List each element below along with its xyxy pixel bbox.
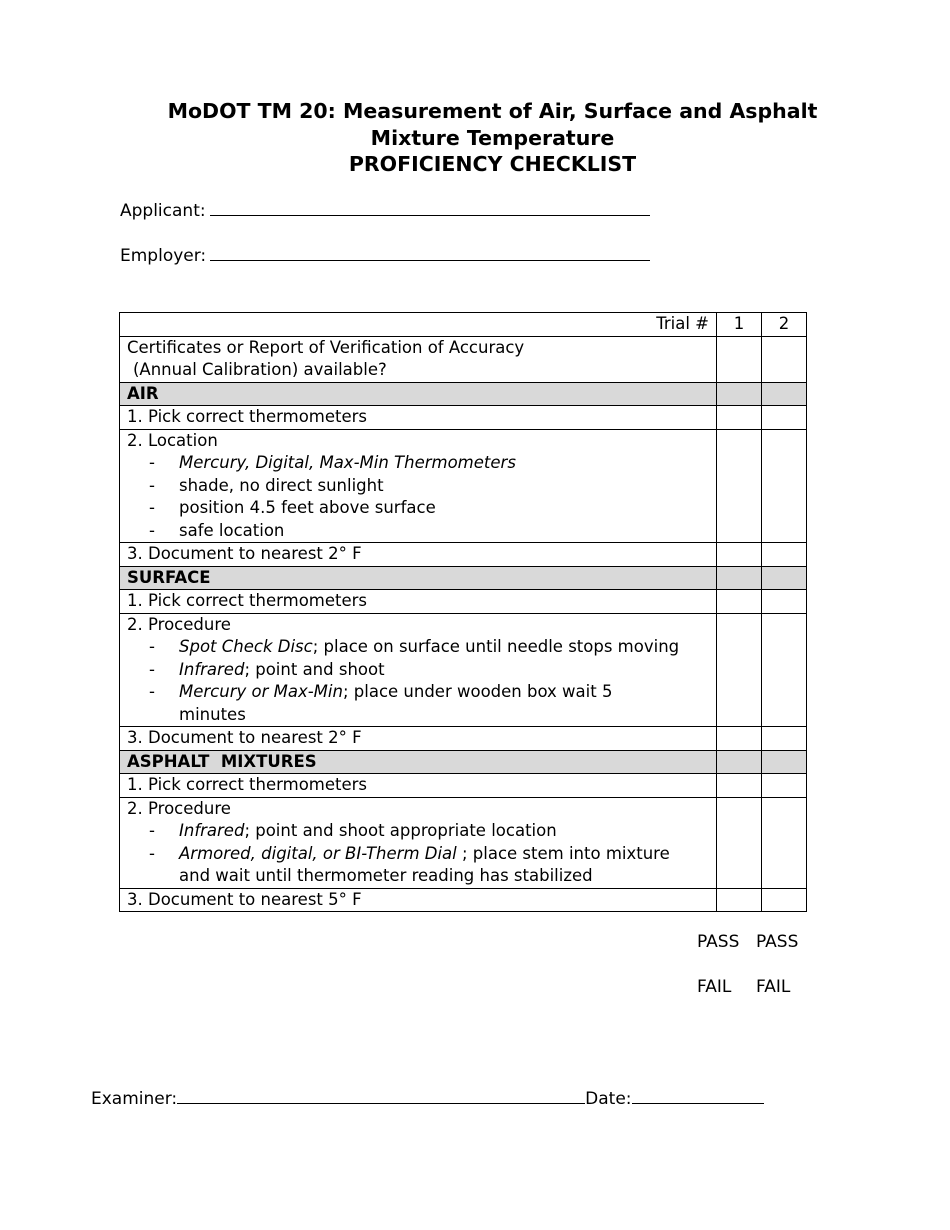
surface-bullet-2-text: ; point and shoot	[244, 659, 385, 679]
employer-line[interactable]	[210, 246, 650, 261]
title-line-2: Mixture Temperature	[370, 125, 615, 150]
asphalt-step-2-trial-1[interactable]	[717, 797, 762, 888]
bullet-dash: -	[149, 498, 155, 517]
title-line-3: PROFICIENCY CHECKLIST	[348, 152, 637, 176]
air-bullet-3-text: position 4.5 feet above surface	[179, 498, 436, 517]
bullet-dash: -	[149, 520, 155, 540]
asphalt-bullet-1-text: ; point and shoot appropriate location	[244, 821, 557, 840]
asphalt-heading-trial-1	[717, 750, 762, 774]
applicant-label: Applicant:	[120, 201, 206, 221]
air-step-2-trial-1[interactable]	[717, 429, 762, 543]
trial-2-header: 2	[762, 313, 807, 337]
surface-bullet-1-emphasis: Spot Check Disc	[179, 637, 313, 656]
air-step-1-row	[120, 406, 807, 430]
surface-heading-trial-2	[762, 566, 807, 590]
air-section-row	[120, 382, 807, 406]
checklist-table	[119, 312, 807, 912]
asphalt-step-2-trial-2[interactable]	[762, 797, 807, 888]
surface-step-1: 1. Pick correct thermometers	[120, 590, 717, 614]
examiner-date-line	[91, 1089, 764, 1109]
cert-trial-1[interactable]	[717, 336, 762, 382]
examiner-line[interactable]	[177, 1089, 585, 1104]
air-bullet-4-text: safe location	[179, 520, 285, 540]
air-step-3-trial-2[interactable]	[762, 543, 807, 567]
surface-step-1-trial-1[interactable]	[717, 590, 762, 614]
date-label: Date:	[585, 1089, 632, 1109]
cert-trial-2[interactable]	[762, 336, 807, 382]
asphalt-step-3: 3. Document to nearest 5° F	[120, 888, 717, 912]
air-heading-trial-1	[717, 382, 762, 406]
air-step-3-row	[120, 543, 807, 567]
air-step-2-cell	[120, 429, 717, 543]
bullet-dash: -	[149, 843, 155, 863]
surface-step-3-row	[120, 727, 807, 751]
surface-bullet-2	[127, 659, 709, 682]
surface-step-2-trial-2[interactable]	[762, 613, 807, 727]
air-step-3: 3. Document to nearest 2° F	[120, 543, 717, 567]
air-bullet-3	[127, 497, 709, 520]
asphalt-step-3-row	[120, 888, 807, 912]
pass-trial-1[interactable]: PASS	[697, 932, 740, 952]
asphalt-heading-trial-2	[762, 750, 807, 774]
surface-step-3-trial-2[interactable]	[762, 727, 807, 751]
bullet-dash: -	[149, 475, 155, 495]
surface-step-2-trial-1[interactable]	[717, 613, 762, 727]
employer-field	[120, 246, 650, 266]
air-step-1-trial-2[interactable]	[762, 406, 807, 430]
employer-label: Employer:	[120, 246, 207, 266]
asphalt-step-1-row	[120, 774, 807, 798]
surface-step-2: 2. Procedure	[127, 614, 231, 634]
surface-bullet-3-continued: minutes	[179, 704, 246, 724]
applicant-line[interactable]	[210, 201, 650, 216]
bullet-dash: -	[149, 821, 155, 840]
fail-trial-2[interactable]: FAIL	[756, 977, 791, 997]
asphalt-step-2-cell	[120, 797, 717, 888]
cert-row	[120, 336, 807, 382]
bullet-dash: -	[149, 682, 155, 701]
surface-step-2-cell	[120, 613, 717, 727]
air-step-2: 2. Location	[127, 430, 218, 450]
surface-step-3: 3. Document to nearest 2° F	[120, 727, 717, 751]
asphalt-section-row	[120, 750, 807, 774]
bullet-dash: -	[149, 637, 155, 656]
surface-bullet-3-text: ; place under wooden box wait 5	[342, 682, 613, 701]
air-bullet-2	[127, 475, 709, 498]
asphalt-step-3-trial-2[interactable]	[762, 888, 807, 912]
surface-step-2-row	[120, 613, 807, 727]
air-bullet-1-text: Mercury, Digital, Max-Min Thermometers	[179, 453, 516, 472]
document-title	[0, 98, 950, 178]
fail-trial-1[interactable]: FAIL	[697, 977, 732, 997]
bullet-dash: -	[149, 453, 155, 472]
asphalt-bullet-2-text: ; place stem into mixture	[456, 843, 670, 863]
asphalt-step-1-trial-2[interactable]	[762, 774, 807, 798]
asphalt-step-3-trial-1[interactable]	[717, 888, 762, 912]
surface-bullet-2-emphasis: Infrared	[179, 659, 245, 679]
surface-step-1-row	[120, 590, 807, 614]
title-line-1: MoDOT TM 20: Measurement of Air, Surface and Asphalt	[167, 99, 818, 123]
air-heading-trial-2	[762, 382, 807, 406]
examiner-label: Examiner:	[91, 1089, 178, 1109]
applicant-field	[120, 201, 650, 221]
asphalt-step-1-trial-1[interactable]	[717, 774, 762, 798]
header-row	[120, 313, 807, 337]
air-step-1: 1. Pick correct thermometers	[120, 406, 717, 430]
air-heading: AIR	[120, 382, 717, 406]
surface-bullet-3-emphasis: Mercury or Max-Min	[179, 682, 343, 701]
cert-cell	[120, 336, 717, 382]
asphalt-step-2: 2. Procedure	[127, 798, 231, 818]
surface-heading: SURFACE	[120, 566, 717, 590]
air-bullet-1	[127, 452, 709, 475]
trial-label: Trial #	[120, 313, 717, 337]
surface-step-1-trial-2[interactable]	[762, 590, 807, 614]
air-step-2-trial-2[interactable]	[762, 429, 807, 543]
asphalt-bullet-2-continued: and wait until thermometer reading has stabilized	[179, 866, 593, 885]
date-line[interactable]	[632, 1089, 764, 1104]
bullet-dash: -	[149, 659, 155, 679]
surface-bullet-3	[127, 681, 709, 704]
air-bullet-4	[127, 520, 709, 543]
surface-section-row	[120, 566, 807, 590]
cert-line-1: Certificates or Report of Verification of Accuracy	[127, 337, 525, 357]
pass-trial-2[interactable]: PASS	[756, 932, 799, 952]
air-step-3-trial-1[interactable]	[717, 543, 762, 567]
asphalt-heading: ASPHALT MIXTURES	[120, 750, 717, 774]
surface-heading-trial-1	[717, 566, 762, 590]
asphalt-bullet-1-emphasis: Infrared	[179, 821, 245, 840]
asphalt-bullet-1	[127, 820, 709, 843]
air-step-2-row	[120, 429, 807, 543]
surface-bullet-1	[127, 636, 709, 659]
asphalt-bullet-2-emphasis: Armored, digital, or BI-Therm Dial	[179, 843, 457, 863]
asphalt-step-2-row	[120, 797, 807, 888]
surface-bullet-1-text: ; place on surface until needle stops moving	[312, 637, 680, 656]
asphalt-bullet-2	[127, 843, 709, 866]
asphalt-step-1: 1. Pick correct thermometers	[120, 774, 717, 798]
trial-1-header: 1	[717, 313, 762, 337]
cert-line-2: (Annual Calibration) available?	[133, 360, 387, 379]
surface-step-3-trial-1[interactable]	[717, 727, 762, 751]
air-bullet-2-text: shade, no direct sunlight	[179, 475, 384, 495]
air-step-1-trial-1[interactable]	[717, 406, 762, 430]
